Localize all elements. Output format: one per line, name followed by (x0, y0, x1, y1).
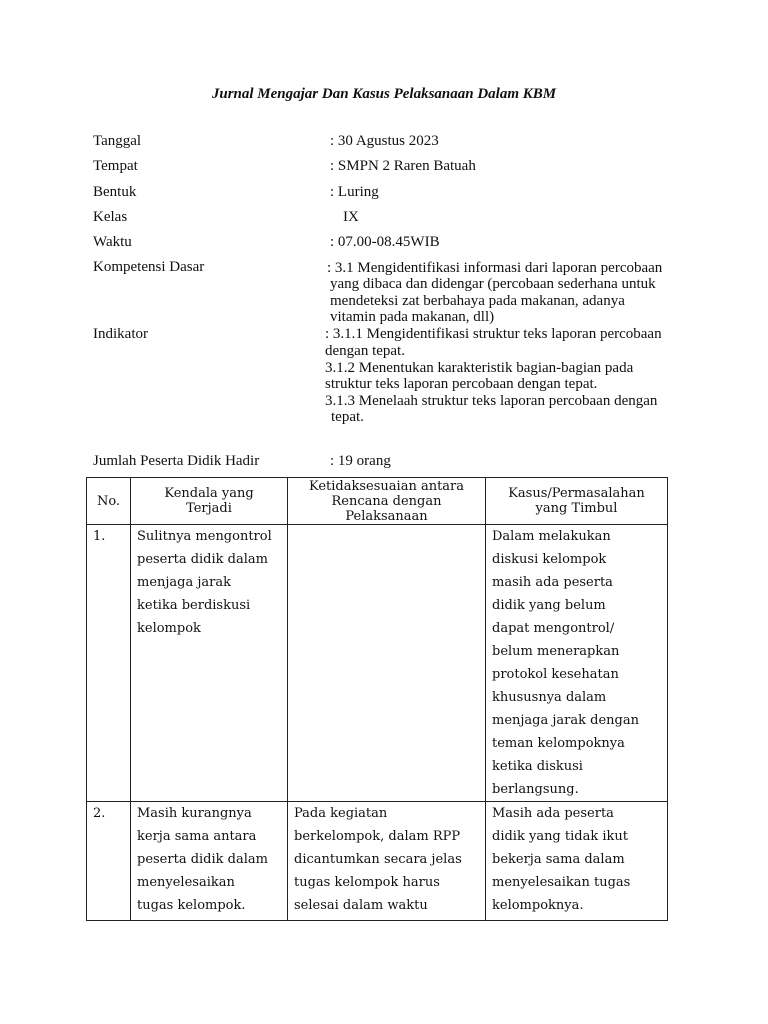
header-no: No. (87, 478, 131, 525)
jurnal-table (86, 477, 668, 921)
jumlah-label: Jumlah Peserta Didik Hadir (93, 453, 260, 469)
indikator-line: dengan tepat. (325, 343, 405, 359)
table-header-row (87, 478, 668, 525)
tanggal-label: Tanggal (93, 133, 142, 149)
indikator-line: tepat. (331, 409, 364, 425)
cell-kendala: Masih kurangnya kerja sama antara peserta didik dalam menyelesaikan tugas kelompok. (131, 802, 288, 921)
cell-kendala: Sulitnya mengontrol peserta didik dalam menjaga jarak ketika berdiskusi kelompok (131, 525, 288, 802)
indikator-line: 3.1.3 Menelaah struktur teks laporan percobaan dengan (325, 393, 658, 409)
header-kendala: Kendala yang Terjadi (131, 478, 288, 525)
kompetensi-line: mendeteksi zat berbahaya pada makanan, adanya (330, 293, 625, 309)
cell-ketidaksesuaian (288, 525, 486, 802)
kelas-value: IX (343, 209, 359, 225)
cell-ketidaksesuaian: Pada kegiatan berkelompok, dalam RPP dicantumkan secara jelas tugas kelompok harus selesai dalam waktu (288, 802, 486, 921)
header-kasus: Kasus/Permasalahan yang Timbul (486, 478, 668, 525)
tempat-value: : SMPN 2 Raren Batuah (330, 158, 476, 174)
cell-kasus: Dalam melakukan diskusi kelompok masih ada peserta didik yang belum dapat mengontrol/ belum menerapkan protokol kesehatan khususnya dalam menjaga jarak dengan teman kelompoknya ketika diskusi berlangsung. (486, 525, 668, 802)
table-row (87, 525, 668, 802)
jumlah-value: : 19 orang (330, 453, 391, 469)
kelas-label: Kelas (93, 209, 128, 225)
indikator-line: : 3.1.1 Mengidentifikasi struktur teks laporan percobaan (325, 326, 662, 342)
bentuk-value: : Luring (330, 184, 379, 200)
tempat-label: Tempat (93, 158, 138, 174)
kompetensi-line: vitamin pada makanan, dll) (330, 309, 495, 325)
indikator-line: 3.1.2 Menentukan karakteristik bagian-bagian pada (325, 360, 634, 376)
kompetensi-line: yang dibaca dan didengar (percobaan sederhana untuk (330, 276, 656, 292)
waktu-label: Waktu (93, 234, 132, 250)
tanggal-value: : 30 Agustus 2023 (330, 133, 439, 149)
kompetensi-line: : 3.1 Mengidentifikasi informasi dari laporan percobaan (327, 260, 663, 276)
cell-no: 1. (87, 525, 131, 802)
cell-kasus: Masih ada peserta didik yang tidak ikut bekerja sama dalam menyelesaikan tugas kelompoknya. (486, 802, 668, 921)
bentuk-label: Bentuk (93, 184, 137, 200)
kompetensi-label: Kompetensi Dasar (93, 259, 205, 275)
waktu-value: : 07.00-08.45WIB (330, 234, 440, 250)
table-row (87, 802, 668, 921)
document-title: Jurnal Mengajar Dan Kasus Pelaksanaan Dalam KBM (211, 86, 557, 102)
indikator-line: struktur teks laporan percobaan dengan tepat. (325, 376, 598, 392)
cell-no: 2. (87, 802, 131, 921)
indikator-label: Indikator (93, 326, 148, 342)
header-ketidaksesuaian: Ketidaksesuaian antara Rencana dengan Pelaksanaan (288, 478, 486, 525)
